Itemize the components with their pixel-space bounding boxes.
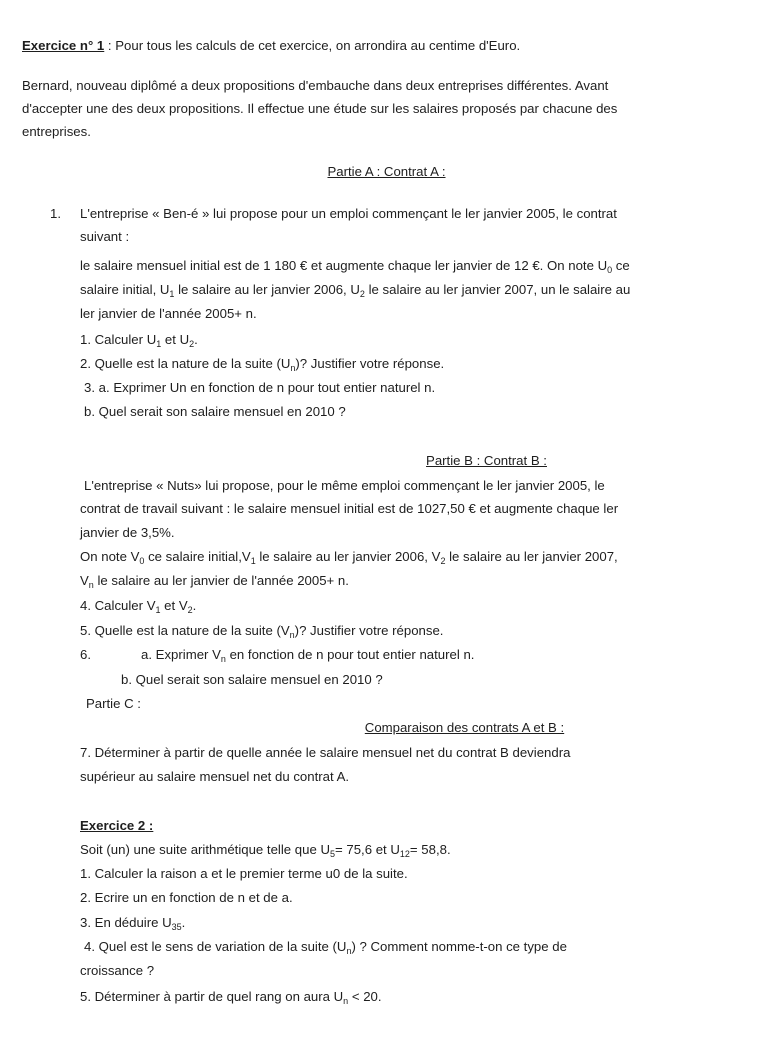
question-6b: b. Quel serait son salaire mensuel en 2010 ?: [121, 672, 383, 687]
exercise-1-title: Exercice n° 1: [22, 38, 105, 53]
question-7: 7. Déterminer à partir de quelle année le salaire mensuel net du contrat B deviendra: [80, 745, 571, 760]
question-1: 1. Calculer $U_1$ et $U_2$.: [80, 332, 198, 349]
ex2-question-5: 5. Déterminer à partir de quel rang on aura $U_n < 20$.: [80, 989, 382, 1006]
part-b-heading: Partie B : Contrat B :: [426, 453, 547, 468]
exercise-2-text: Soit (un) une suite arithmétique telle que $U_5= 75,6$ et $U_{12}= 58,8$.: [80, 842, 451, 859]
part-a-text: le salaire mensuel initial est de 1 180 € et augmente chaque ler janvier de 12 €. On note $U_0$ ce: [80, 258, 630, 275]
exercise-1-rule: : Pour tous les calculs de cet exercice, on arrondira au centime d'Euro.: [104, 38, 521, 53]
part-a-text: salaire initial, $U_1$ le salaire au ler janvier 2006, $U_2$ le salaire au ler janvier 2007, un le salaire au: [80, 282, 631, 299]
item-number: 1.: [50, 206, 61, 221]
question-5: 5. Quelle est la nature de la suite $(V_n)$? Justifier votre réponse.: [80, 623, 444, 640]
part-c-label: Partie C :: [86, 696, 141, 711]
ex2-question-4: 4. Quel est le sens de variation de la suite $(U_n)$ ? Comment nomme-t-on ce type de: [84, 939, 567, 956]
question-3b: b. Quel serait son salaire mensuel en 2010 ?: [84, 404, 346, 419]
question-7: supérieur au salaire mensuel net du contrat A.: [80, 769, 350, 784]
part-a-heading: Partie A : Contrat A :: [327, 164, 446, 179]
intro-line: Bernard, nouveau diplômé a deux propositions d'embauche dans deux entreprises différentes. Avant: [22, 78, 609, 93]
part-a-text: ler janvier de l'année 2005+ n.: [80, 306, 257, 321]
ex2-question-4: croissance ?: [80, 963, 155, 978]
part-b-text: L'entreprise « Nuts» lui propose, pour le même emploi commençant le ler janvier 2005, le: [84, 478, 605, 493]
question-4: 4. Calculer $V_1$ et $V_2$.: [80, 598, 197, 615]
part-a-text: suivant :: [80, 229, 130, 244]
ex2-question-1: 1. Calculer la raison a et le premier terme u0 de la suite.: [80, 866, 408, 881]
part-b-text: On note $V_0$ ce salaire $initial,V_1$ le salaire au ler janvier 2006, $V_2$ le salaire au ler janvier 2007,: [80, 549, 618, 566]
question-6a: a. Exprimer $V_n$ en fonction de n pour tout entier naturel n.: [141, 647, 475, 664]
part-b-text: janvier de 3,5%.: [80, 525, 175, 540]
intro-line: d'accepter une des deux propositions. Il effectue une étude sur les salaires proposés par chacune des: [22, 101, 618, 116]
part-b-text: contrat de travail suivant : le salaire mensuel initial est de 1027,50 € et augmente chaque ler: [80, 501, 619, 516]
intro-line: entreprises.: [22, 124, 91, 139]
exercise-1-header: [22, 38, 520, 54]
ex2-question-3: 3. En déduire $U_{35}$.: [80, 915, 186, 932]
ex2-question-2: 2. Ecrire un en fonction de n et de a.: [80, 890, 293, 905]
part-b-text: $V_n$ le salaire au ler janvier de l'année 2005+ n.: [80, 573, 349, 590]
part-c-heading: Comparaison des contrats A et B :: [364, 720, 565, 735]
question-2: 2. Quelle est la nature de la suite $(U_n)$? Justifier votre réponse.: [80, 356, 445, 373]
question-3a: 3. a. Exprimer Un en fonction de n pour tout entier naturel n.: [84, 380, 436, 395]
part-a-text: L'entreprise « Ben-é » lui propose pour un emploi commençant le ler janvier 2005, le contrat: [80, 206, 617, 221]
exercise-2-title: Exercice 2 :: [80, 818, 154, 833]
item-number: 6.: [80, 647, 91, 662]
